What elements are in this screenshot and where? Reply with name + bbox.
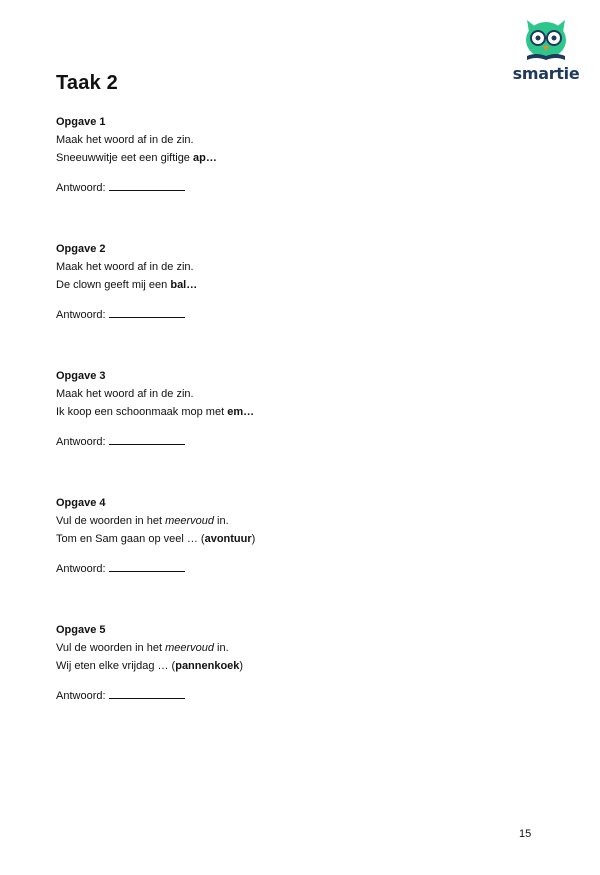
answer-blank[interactable] (109, 687, 185, 699)
exercise-sentence (56, 149, 217, 167)
sentence-text: Tom en Sam gaan op veel … ( (56, 533, 205, 545)
page-title: Taak 2 (56, 72, 118, 94)
exercise-instruction (56, 639, 243, 657)
exercise-sentence (56, 276, 197, 294)
answer-label: Antwoord: (56, 690, 106, 702)
sentence-bold-word: em… (227, 406, 255, 418)
exercise-sentence (56, 403, 254, 421)
answer-label: Antwoord: (56, 309, 106, 321)
instruction-text-end: in. (213, 515, 229, 527)
owl-logo-icon (521, 16, 571, 64)
exercise-2 (56, 240, 197, 324)
sentence-text: Sneeuwwitje eet een giftige (56, 152, 193, 164)
sentence-text: De clown geeft mij een (56, 279, 171, 291)
exercise-sentence (56, 657, 243, 675)
answer-blank[interactable] (109, 433, 185, 445)
exercise-heading: Opgave 2 (56, 243, 106, 255)
answer-label: Antwoord: (56, 563, 106, 575)
exercise-instruction: Maak het woord af in de zin. (56, 261, 194, 273)
answer-label: Antwoord: (56, 436, 106, 448)
exercise-instruction: Maak het woord af in de zin. (56, 388, 194, 400)
sentence-text-end: ) (239, 660, 244, 672)
exercise-heading: Opgave 3 (56, 370, 106, 382)
exercise-instruction (56, 512, 255, 530)
sentence-bold-word: avontuur (204, 533, 252, 545)
answer-line (56, 433, 254, 451)
sentence-text: Wij eten elke vrijdag … ( (56, 660, 176, 672)
answer-line (56, 179, 217, 197)
exercise-heading: Opgave 5 (56, 624, 106, 636)
instruction-text: Vul de woorden in het (56, 515, 166, 527)
exercise-3 (56, 367, 254, 451)
sentence-text-end: ) (251, 533, 256, 545)
answer-line (56, 687, 243, 705)
sentence-bold-word: bal… (170, 279, 198, 291)
answer-blank[interactable] (109, 306, 185, 318)
answer-label: Antwoord: (56, 182, 106, 194)
sentence-text: Ik koop een schoonmaak mop met (56, 406, 228, 418)
sentence-bold-word: ap… (192, 152, 217, 164)
instruction-text-end: in. (213, 642, 229, 654)
logo-text: smartie (512, 64, 580, 83)
answer-blank[interactable] (109, 179, 185, 191)
answer-blank[interactable] (109, 560, 185, 572)
instruction-emphasis: meervoud (165, 642, 214, 654)
page-number: 15 (519, 828, 532, 840)
exercise-instruction: Maak het woord af in de zin. (56, 134, 194, 146)
exercise-sentence (56, 530, 255, 548)
answer-line (56, 560, 255, 578)
exercise-4 (56, 494, 255, 578)
instruction-text: Vul de woorden in het (56, 642, 166, 654)
exercise-heading: Opgave 4 (56, 497, 106, 509)
instruction-emphasis: meervoud (165, 515, 214, 527)
answer-line (56, 306, 197, 324)
sentence-bold-word: pannenkoek (175, 660, 240, 672)
exercise-5 (56, 621, 243, 705)
exercise-heading: Opgave 1 (56, 116, 106, 128)
exercise-1 (56, 113, 217, 197)
smartie-logo (506, 16, 586, 86)
